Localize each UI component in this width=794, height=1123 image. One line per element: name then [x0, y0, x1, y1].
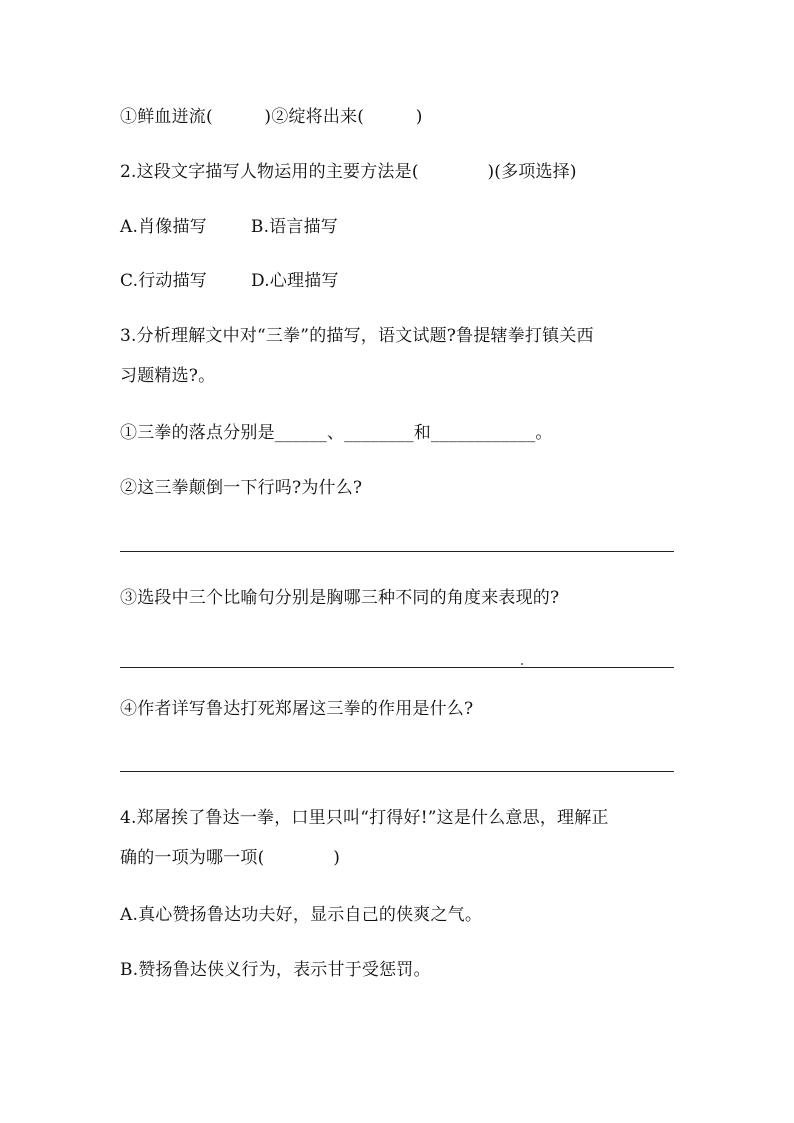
q2-option-c: C.行动描写 [120, 271, 208, 291]
q3-sub-3: ③选段中三个比喻句分别是胸哪三种不同的角度来表现的? [120, 588, 560, 608]
q4-stem-line-1: 4.郑屠挨了鲁达一拳，口里只叫“打得好!”这是什么意思，理解正 [120, 808, 609, 828]
q2-option-a: A.肖像描写 [120, 217, 207, 237]
q4-option-a: A.真心赞扬鲁达功夫好，显示自己的侠爽之气。 [120, 905, 483, 925]
q3-sub-2: ②这三拳颠倒一下行吗?为什么? [120, 478, 363, 498]
q2-options-row-1 [120, 215, 338, 239]
q2-option-b: B.语言描写 [250, 217, 338, 237]
q1-blanks-line: ①鲜血迸流( )②绽将出来( ) [120, 107, 423, 127]
q2-option-d: D.心理描写 [251, 271, 339, 291]
q3-stem-line-1: 3.分析理解文中对“三拳”的描写，语文试题?鲁提辖拳打镇关西 [120, 326, 594, 346]
q4-option-b: B.赞扬鲁达侠义行为，表示甘于受惩罚。 [120, 960, 431, 980]
answer-line-q3-4[interactable] [120, 771, 674, 772]
q2-stem: 2.这段文字描写人物运用的主要方法是( )(多项选择) [120, 162, 577, 182]
answer-line-q3-2[interactable] [120, 551, 674, 552]
stray-dot [521, 663, 523, 665]
q2-options-row-2 [120, 269, 339, 293]
answer-line-q3-3[interactable] [120, 667, 674, 668]
q3-sub-4: ④作者详写鲁达打死郑屠这三拳的作用是什么? [120, 699, 474, 719]
q3-sub-1: ①三拳的落点分别是______、________和____________。 [120, 423, 553, 443]
q3-stem-line-2: 习题精选?。 [120, 366, 216, 386]
q4-stem-line-2: 确的一项为哪一项( ) [120, 848, 341, 868]
